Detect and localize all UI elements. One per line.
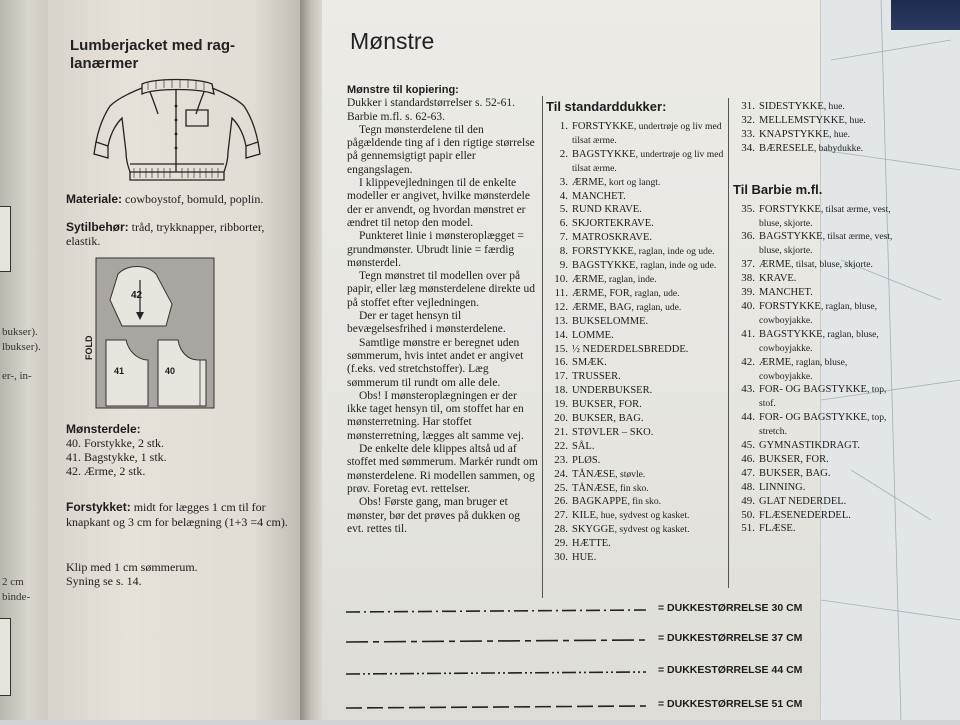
pattern-list-item: [733, 128, 893, 142]
doll-size-label: = DUKKESTØRRELSE 37 CM: [658, 632, 803, 644]
instructions-paragraph: Tegn mønsterdelene til den pågældende ting af i den rigtige størrelse på gennemsigtigt papir eller engangslagen.: [347, 123, 535, 176]
standard-dolls-list-continued: [733, 100, 893, 156]
item-title: FORSTYKKE: [759, 203, 821, 215]
line-pattern-sample: [346, 604, 652, 616]
materials-label: Materiale:: [66, 192, 123, 206]
barbie-column: [733, 100, 893, 536]
dark-cover-corner: [891, 0, 960, 30]
item-title: ÆRME, BAG: [572, 301, 632, 313]
instructions-paragraph: Punkteret linie i mønsteroplægget = grundmønster. Ubrudt linie = færdig mønsterdel.: [347, 230, 524, 269]
item-number: 1.: [559, 120, 568, 132]
seam-allowance-note: Klip med 1 cm sømmerum.: [66, 560, 198, 574]
pattern-list-item: [733, 328, 893, 356]
item-number: 24.: [554, 467, 568, 480]
item-number: 48.: [741, 480, 755, 493]
item-number: 41.: [741, 327, 755, 340]
pattern-list-item: [546, 412, 726, 426]
item-title: TÅNÆSE: [572, 468, 616, 480]
pattern-list-item: [546, 426, 726, 440]
item-title: FOR- OG BAGSTYKKE: [759, 384, 867, 396]
item-number: 6.: [559, 217, 568, 230]
item-title: BAGSTYKKE: [759, 231, 823, 243]
pattern-list-item: [733, 230, 893, 258]
pattern-list-item: [546, 190, 726, 204]
doll-size-label: = DUKKESTØRRELSE 30 CM: [658, 602, 803, 614]
pattern-list-item: [733, 100, 893, 114]
item-number: 25.: [554, 481, 568, 494]
edge-figure-box: [0, 618, 11, 696]
jacket-illustration: [92, 68, 264, 186]
previous-page-edge: [0, 0, 49, 720]
item-title: FORSTYKKE: [572, 246, 634, 258]
pattern-list-item: [546, 203, 726, 217]
item-number: 50.: [741, 508, 755, 521]
item-detail: , hue.: [844, 114, 866, 126]
pattern-piece-item: 40. Forstykke, 2 stk.: [66, 436, 165, 450]
item-number: 34.: [741, 141, 755, 154]
item-detail: , raglan, ude.: [629, 287, 680, 299]
item-title: BUKSER, BAG.: [572, 413, 644, 425]
item-title: UNDERBUKSER.: [572, 385, 653, 397]
item-title: BAGSTYKKE: [572, 148, 636, 160]
edge-text-line: bukser).: [2, 326, 38, 338]
item-number: 8.: [559, 245, 568, 258]
item-detail: , tilsat ærme, vest, bluse, skjorte.: [759, 203, 891, 229]
pattern-list-item: [546, 245, 726, 259]
item-detail: , fin sko.: [627, 496, 662, 508]
piece-number: 40: [165, 366, 176, 376]
item-number: 17.: [554, 370, 568, 383]
pattern-list-item: [733, 258, 893, 272]
front-piece-label: Forstykket:: [66, 500, 131, 514]
item-number: 51.: [741, 522, 755, 535]
item-number: 40.: [741, 299, 755, 312]
item-title: KNAPSTYKKE: [759, 128, 830, 140]
item-number: 43.: [741, 383, 755, 396]
materials-paragraph: [66, 192, 292, 206]
standard-dolls-list: [546, 120, 726, 565]
pattern-list-item: [546, 370, 726, 384]
item-detail: , raglan, inde og ude.: [633, 246, 715, 258]
item-number: 5.: [559, 203, 568, 216]
item-number: 18.: [554, 384, 568, 397]
item-detail: , raglan, bluse, cowboyjakke.: [759, 328, 879, 354]
item-detail: , raglan, bluse, cowboyjakke.: [759, 356, 848, 382]
page-title: Mønstre: [350, 28, 435, 54]
item-title: BUKSELOMME.: [572, 315, 649, 327]
item-title: KILE: [572, 510, 596, 522]
barbie-list: [733, 203, 893, 537]
front-piece-text: midt for lægges 1 cm til for knapkant og 3 cm for belægning (1+3 =4 cm).: [66, 500, 288, 529]
pattern-list-item: [546, 329, 726, 343]
item-title: ÆRME: [572, 176, 605, 188]
pattern-list-item: [733, 481, 893, 495]
item-detail: , undertrøje og liv med tilsat ærme.: [572, 148, 724, 174]
piece-number: 42: [131, 290, 143, 301]
line-pattern-sample: [346, 700, 652, 712]
item-title: FORSTYKKE: [759, 300, 821, 312]
pattern-list-item: [733, 300, 893, 328]
item-title: PLØS.: [572, 454, 601, 466]
pattern-list-item: [546, 523, 726, 537]
item-number: 15.: [554, 342, 568, 355]
instructions-paragraph: Obs! I mønsteroplægningen er der ikke taget hensyn til, om stoffet har en mønsterretning. Har stoffet mønsterretning, lægges alt samme vej.: [347, 389, 524, 442]
item-number: 44.: [741, 411, 755, 424]
edge-text-line: binde-: [2, 591, 31, 603]
instructions-paragraph: Tegn mønstret til modellen over på papir, eller læg mønsterdelene direkte ud på stoffet efter vejledningen.: [347, 270, 535, 309]
size-legend-row: [346, 664, 836, 680]
pattern-pieces-heading: Mønsterdele:: [66, 422, 141, 436]
item-detail: , hue.: [829, 128, 851, 140]
item-number: 47.: [741, 466, 755, 479]
pattern-list-item: [546, 468, 726, 482]
pattern-list-item: [546, 482, 726, 496]
pattern-list-item: [546, 259, 726, 273]
item-detail: , raglan, inde.: [604, 273, 657, 285]
item-title: BUKSER, FOR.: [572, 399, 642, 411]
item-detail: , raglan, inde og ude.: [635, 260, 717, 272]
line-pattern-sample: [346, 666, 652, 678]
item-number: 42.: [741, 355, 755, 368]
item-detail: , støvle.: [615, 468, 646, 480]
pattern-list-item: [546, 273, 726, 287]
item-detail: , undertrøje og liv med tilsat ærme.: [572, 121, 722, 146]
item-title: SIDESTYKKE: [759, 101, 824, 112]
item-detail: , raglan, bluse, cowboyjakke.: [759, 300, 878, 326]
pattern-piece-item: 42. Ærme, 2 stk.: [66, 464, 146, 478]
notions-text: tråd, trykknapper, ribborter, elastik.: [66, 220, 265, 248]
item-number: 12.: [554, 300, 568, 313]
item-number: 36.: [741, 230, 755, 243]
column-divider: [542, 96, 543, 598]
item-title: MATROSKRAVE.: [572, 232, 653, 244]
item-number: 9.: [559, 259, 568, 272]
item-title: ½ NEDERDELSBREDDE.: [572, 343, 689, 355]
item-title: RUND KRAVE.: [572, 204, 642, 216]
pattern-pieces-list: [66, 422, 292, 478]
item-number: 13.: [554, 314, 568, 327]
pattern-list-item: [733, 286, 893, 300]
pattern-list-item: [733, 142, 893, 156]
notions-paragraph: [66, 220, 292, 248]
pattern-list-item: [546, 217, 726, 231]
item-detail: , hue.: [823, 101, 845, 112]
pattern-list-item: [546, 231, 726, 245]
size-legend-row: [346, 632, 836, 648]
item-number: 46.: [741, 452, 755, 465]
item-number: 19.: [554, 398, 568, 411]
edge-figure-box: [0, 206, 11, 272]
jacket-title: Lumberjacket med rag-lanærmer: [70, 37, 236, 72]
item-title: FLÆSENEDERDEL.: [759, 509, 851, 521]
instructions-paragraph: I klippevejledningen til de enkelte modeller er angivet, hvilke mønsterdele der er anvendt, og hvordan mønstret er ændret til netop den model.: [347, 177, 530, 229]
item-number: 23.: [554, 453, 568, 466]
item-number: 2.: [559, 147, 568, 160]
pattern-list-item: [546, 509, 726, 523]
pattern-list-item: [546, 287, 726, 301]
item-number: 32.: [741, 113, 755, 126]
notions-label: Sytilbehør:: [66, 220, 129, 234]
item-title: KRAVE.: [759, 273, 797, 285]
item-title: ÆRME, FOR: [572, 287, 630, 299]
item-title: BUKSER, BAG.: [759, 467, 831, 479]
item-title: SKJORTEKRAVE.: [572, 218, 654, 230]
size-legend-row: [346, 602, 836, 618]
instructions-column: [347, 84, 539, 536]
doll-size-label: = DUKKESTØRRELSE 44 CM: [658, 664, 803, 676]
item-number: 28.: [554, 523, 568, 536]
item-title: ÆRME: [759, 259, 792, 271]
item-detail: , tilsat ærme, vest, bluse, skjorte.: [759, 231, 893, 257]
item-title: MANCHET.: [572, 190, 626, 202]
pattern-list-item: [546, 495, 726, 509]
fold-label: FOLD: [84, 335, 94, 360]
instructions-paragraph: Obs! Første gang, man bruger et mønster, bør det prøves på dukken og evt. rettes til.: [347, 496, 520, 535]
pattern-list-item: [733, 114, 893, 128]
item-title: ÆRME: [759, 356, 792, 368]
pattern-piece-item: 41. Bagstykke, 1 stk.: [66, 450, 167, 464]
item-detail: , babydukke.: [813, 142, 864, 154]
item-detail: , kort og langt.: [604, 176, 661, 188]
instructions-paragraph: De enkelte dele klippes altså ud af stoffet med sømmerum. Markér rundt om mønsterdelene. Ri modellen sammen, og prøv. Foretag evt. rettelser.: [347, 443, 538, 495]
item-title: FORSTYKKE: [572, 121, 634, 132]
item-detail: , tilsat, bluse, skjorte.: [791, 259, 873, 271]
pattern-list-item: [733, 356, 893, 384]
item-title: LOMME.: [572, 329, 614, 341]
item-detail: , sydvest og kasket.: [614, 524, 690, 536]
pattern-list-item: [546, 148, 726, 176]
sewing-reference: Syning se s. 14.: [66, 574, 142, 588]
pattern-list-item: [546, 384, 726, 398]
standard-dolls-column: [546, 99, 726, 565]
item-title: TRUSSER.: [572, 371, 621, 383]
item-title: BAGKAPPE: [572, 496, 628, 508]
line-pattern-sample: [346, 634, 652, 646]
item-detail: , hue, sydvest og kasket.: [595, 510, 690, 522]
pattern-list-item: [733, 411, 893, 439]
instructions-paragraph: Samtlige mønstre er beregnet uden sømmerum, hvis intet andet er angivet (f.eks. ved stretchstoffer). Læg sømmerum til rundt om alle dele.: [347, 336, 524, 389]
pattern-list-item: [546, 537, 726, 551]
item-title: STØVLER – SKO.: [572, 426, 654, 438]
item-number: 26.: [554, 495, 568, 508]
doll-size-label: = DUKKESTØRRELSE 51 CM: [658, 698, 803, 710]
item-title: MANCHET.: [759, 287, 813, 299]
item-number: 11.: [554, 286, 568, 299]
item-number: 10.: [554, 272, 568, 285]
item-title: BUKSER, FOR.: [759, 453, 829, 465]
item-title: GLAT NEDERDEL.: [759, 495, 847, 507]
edge-text-line: 2 cm: [2, 576, 24, 588]
edge-text-line: lbukser).: [2, 341, 41, 353]
item-number: 16.: [554, 356, 568, 369]
pattern-list-item: [733, 203, 893, 231]
item-number: 31.: [741, 100, 755, 112]
pattern-list-item: [546, 315, 726, 329]
pattern-list-item: [733, 509, 893, 523]
pattern-list-item: [733, 383, 893, 411]
item-title: ÆRME: [572, 273, 605, 285]
item-number: 20.: [554, 412, 568, 425]
item-title: TÅNÆSE: [572, 482, 616, 494]
column-divider: [728, 98, 729, 588]
item-title: SKYGGE: [572, 524, 615, 536]
item-number: 4.: [559, 189, 568, 202]
item-number: 49.: [741, 494, 755, 507]
pattern-list-item: [733, 453, 893, 467]
instructions-paragraph: Dukker i standardstørrelser s. 52-61. Barbie m.fl. s. 62-63.: [347, 97, 515, 123]
item-title: BAGSTYKKE: [572, 260, 636, 272]
item-number: 30.: [554, 551, 568, 564]
pattern-list-item: [546, 551, 726, 565]
item-number: 3.: [559, 175, 568, 188]
item-number: 39.: [741, 286, 755, 299]
item-title: HUE.: [572, 552, 597, 564]
item-title: MELLEMSTYKKE: [759, 114, 845, 126]
item-number: 27.: [554, 509, 568, 522]
pattern-list-item: [546, 343, 726, 357]
instructions-lead: Mønstre til kopiering:: [347, 84, 459, 96]
item-title: SMÆK.: [572, 357, 607, 369]
front-piece-note: [66, 500, 292, 530]
item-number: 33.: [741, 127, 755, 140]
item-detail: , top, stof.: [759, 384, 887, 410]
materials-text: cowboystof, bomuld, poplin.: [122, 192, 264, 206]
pattern-layout-diagram: [82, 256, 218, 420]
barbie-heading: Til Barbie m.fl.: [733, 181, 823, 197]
item-title: HÆTTE.: [572, 538, 611, 550]
item-detail: , top, stretch.: [759, 412, 887, 438]
item-number: 29.: [554, 537, 568, 550]
pattern-list-item: [546, 176, 726, 190]
item-title: BÆRESELE: [759, 142, 814, 154]
pattern-list-item: [546, 398, 726, 412]
instructions-paragraph: Der er taget hensyn til bevægelsesfrihed i mønsterdelene.: [347, 310, 506, 336]
pattern-list-item: [733, 439, 893, 453]
item-title: FLÆSE.: [759, 523, 796, 535]
item-number: 21.: [554, 425, 568, 438]
pattern-list-item: [546, 120, 726, 148]
item-number: 37.: [741, 258, 755, 271]
pattern-list-item: [546, 454, 726, 468]
item-title: SÅL.: [572, 440, 595, 452]
item-number: 45.: [741, 439, 755, 452]
pattern-list-item: [733, 272, 893, 286]
item-detail: , fin sko.: [615, 482, 649, 494]
pattern-list-item: [546, 356, 726, 370]
item-number: 7.: [559, 231, 568, 244]
item-number: 14.: [554, 328, 568, 341]
item-number: 38.: [741, 272, 755, 285]
item-detail: , raglan, ude.: [631, 301, 682, 313]
pattern-list-item: [546, 301, 726, 315]
edge-text-line: er-, in-: [2, 370, 32, 382]
pattern-list-item: [733, 522, 893, 536]
piece-number: 41: [114, 366, 125, 376]
pattern-list-item: [733, 495, 893, 509]
item-number: 22.: [554, 439, 568, 452]
item-title: GYMNASTIKDRAGT.: [759, 440, 861, 452]
pattern-list-item: [733, 467, 893, 481]
item-title: FOR- OG BAGSTYKKE: [759, 412, 867, 424]
item-number: 35.: [741, 202, 755, 215]
pattern-list-item: [546, 440, 726, 454]
item-title: BAGSTYKKE: [759, 328, 823, 340]
standard-dolls-heading: Til standarddukker:: [546, 99, 667, 114]
size-legend-row: [346, 698, 836, 714]
item-title: LINNING.: [759, 481, 806, 493]
